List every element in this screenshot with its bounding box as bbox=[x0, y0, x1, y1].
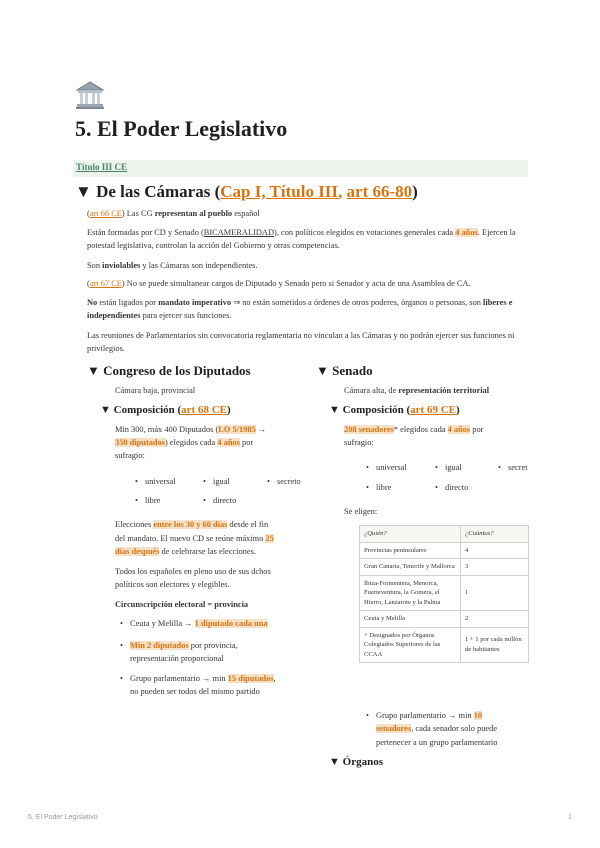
intro-paragraph-4: (art 67 CE) No se puede simultanear cargos de Diputado y Senado pero si Senador y acta de una Asamblea de CA. bbox=[87, 279, 471, 288]
congreso-todos-1: Todos los españoles en pleno uso de sus dchos bbox=[115, 567, 271, 576]
list-item: • Grupo parlamentario → min 15 diputados, bbox=[120, 673, 276, 686]
page-number: 1 bbox=[568, 814, 572, 821]
senado-desc: Cámara alta, de representación territorial bbox=[344, 386, 490, 395]
list-item: • Ceuta y Melilla → 1 diputado cada una bbox=[120, 618, 268, 631]
table-cell: 1 + 1 por cada millón de habitantes bbox=[461, 627, 529, 663]
table-cell: 1 bbox=[461, 575, 529, 611]
senado-composicion-heading[interactable]: ▼ Composición (art 69 CE) bbox=[329, 404, 460, 416]
table-cell: 4 bbox=[461, 542, 529, 559]
section-heading[interactable]: ▼ De las Cámaras (Cap I, Título III, art 66-80) bbox=[75, 182, 418, 201]
page-title: 5. El Poder Legislativo bbox=[75, 116, 288, 141]
tag-callout bbox=[73, 160, 528, 177]
table-row bbox=[360, 575, 529, 611]
list-item: • universal bbox=[135, 476, 176, 489]
list-item: • Grupo parlamentario → min 10 bbox=[366, 710, 482, 723]
art-69-link[interactable]: art 69 CE bbox=[410, 404, 456, 416]
table-cell: Gran Canaria, Tenerife y Mallorca bbox=[360, 559, 461, 576]
intro-paragraph-5: No están ligados por mandato imperativo ⇒ no están sometidos a órdenes de otros poderes, órganos o personas, son liberes e independientes para ejercer sus funciones. bbox=[87, 298, 513, 320]
senado-line-2: sufragio: bbox=[344, 438, 374, 447]
senado-heading[interactable]: ▼ Senado bbox=[316, 363, 373, 378]
list-item: • directo bbox=[203, 495, 236, 508]
toggle-caret-icon[interactable]: ▼ bbox=[75, 182, 92, 201]
footer-title: 5. El Poder Legislativo bbox=[28, 814, 98, 821]
table-header: ¿Quién? bbox=[360, 526, 461, 543]
congreso-line-3: sufragio: bbox=[115, 451, 145, 460]
congreso-todos-2: políticos son electores y elegibles. bbox=[115, 580, 230, 589]
circunscripcion-label: Circunscripción electoral = provincia bbox=[115, 600, 249, 609]
list-item-continuation: pertenecer a un grupo parlamentario bbox=[376, 738, 498, 747]
classical-building-icon bbox=[75, 80, 105, 110]
list-item: • directo bbox=[435, 482, 468, 495]
table-cell: Ceuta y Melilla bbox=[360, 611, 461, 628]
list-item: • libre bbox=[135, 495, 160, 508]
list-item: • secret bbox=[498, 462, 528, 475]
congreso-elecciones-1: Elecciones entre los 30 y 60 días desde el fin bbox=[115, 520, 269, 529]
list-item: • libre bbox=[366, 482, 391, 495]
art-67-link[interactable]: art 67 CE bbox=[89, 279, 122, 288]
se-eligen-label: Se eligen: bbox=[344, 507, 378, 516]
list-item: • igual bbox=[203, 476, 230, 489]
intro-paragraph-2: Están formadas por CD y Senado (BICAMERALIDAD), con políticos elegidos en votaciones generales cada 4 años. Ejercen la potestad legislativa, controlan la acción del Gobierno y otras competencias. bbox=[87, 228, 516, 250]
congreso-elecciones-2: del mandato. El nuevo CD se reúne máximo 25 bbox=[115, 534, 274, 543]
senado-line-1: 208 senadores* elegidos cada 4 años por bbox=[344, 425, 484, 434]
table-header-row bbox=[360, 526, 529, 543]
congreso-composicion-heading[interactable]: ▼ Composición (art 68 CE) bbox=[100, 404, 231, 416]
table-header: ¿Cuántos? bbox=[461, 526, 529, 543]
bicameralidad-link[interactable]: BICAMERALIDAD bbox=[203, 228, 275, 237]
table-cell: 3 bbox=[461, 559, 529, 576]
titulo-iii-link[interactable]: Título III CE bbox=[76, 162, 128, 172]
table-cell: Provincias peninsulares bbox=[360, 542, 461, 559]
list-item-continuation: representación proporcional bbox=[130, 654, 224, 663]
table-cell: + Designados por Órganos Colegiados Superiores de las CCAA bbox=[360, 627, 461, 663]
congreso-heading[interactable]: ▼ Congreso de los Diputados bbox=[87, 363, 251, 378]
congreso-line-2: 350 diputados) elegidos cada 4 años por bbox=[115, 438, 254, 447]
congreso-line-1: Min 300, máx 400 Diputados (LO 5/1985 → bbox=[115, 425, 267, 434]
table-cell: Ibiza-Formentera, Menorca, Fuerteventura, la Gomera, el Hierro, Lanzarote y la Palma bbox=[360, 575, 461, 611]
table-row bbox=[360, 611, 529, 628]
intro-paragraph-1: (art 66 CE) Las CG representan al pueblo español bbox=[87, 209, 260, 218]
list-item: • Min 2 diputados por provincia, bbox=[120, 640, 238, 653]
intro-paragraph-3: Son inviolables y las Cámaras son independientes. bbox=[87, 261, 258, 270]
list-item-continuation: senadores, cada senador solo puede bbox=[376, 724, 498, 733]
table-row bbox=[360, 559, 529, 576]
art-66-link[interactable]: art 66 CE bbox=[89, 209, 122, 218]
cap-i-link[interactable]: Cap I, Título III bbox=[220, 182, 339, 201]
list-item-continuation: no pueden ser todos del mismo partido bbox=[130, 687, 260, 696]
table-row bbox=[360, 542, 529, 559]
list-item: • igual bbox=[435, 462, 462, 475]
art-68-link[interactable]: art 68 CE bbox=[181, 404, 227, 416]
organos-heading[interactable]: ▼ Órganos bbox=[329, 756, 383, 768]
table-cell: 2 bbox=[461, 611, 529, 628]
congreso-elecciones-3: días después de celebrarse las elecciones. bbox=[115, 547, 256, 556]
table-row bbox=[360, 627, 529, 663]
list-item: • universal bbox=[366, 462, 407, 475]
senadores-table bbox=[359, 525, 529, 663]
list-item: • secreto bbox=[267, 476, 301, 489]
congreso-desc: Cámara baja, provincial bbox=[115, 386, 196, 395]
intro-paragraph-6: Las reuniones de Parlamentarios sin convocatoria reglamentaria no vinculan a las Cámaras y no podrán ejercer sus funciones ni privilegios. bbox=[87, 331, 515, 353]
art-66-80-link[interactable]: art 66-80 bbox=[346, 182, 413, 201]
